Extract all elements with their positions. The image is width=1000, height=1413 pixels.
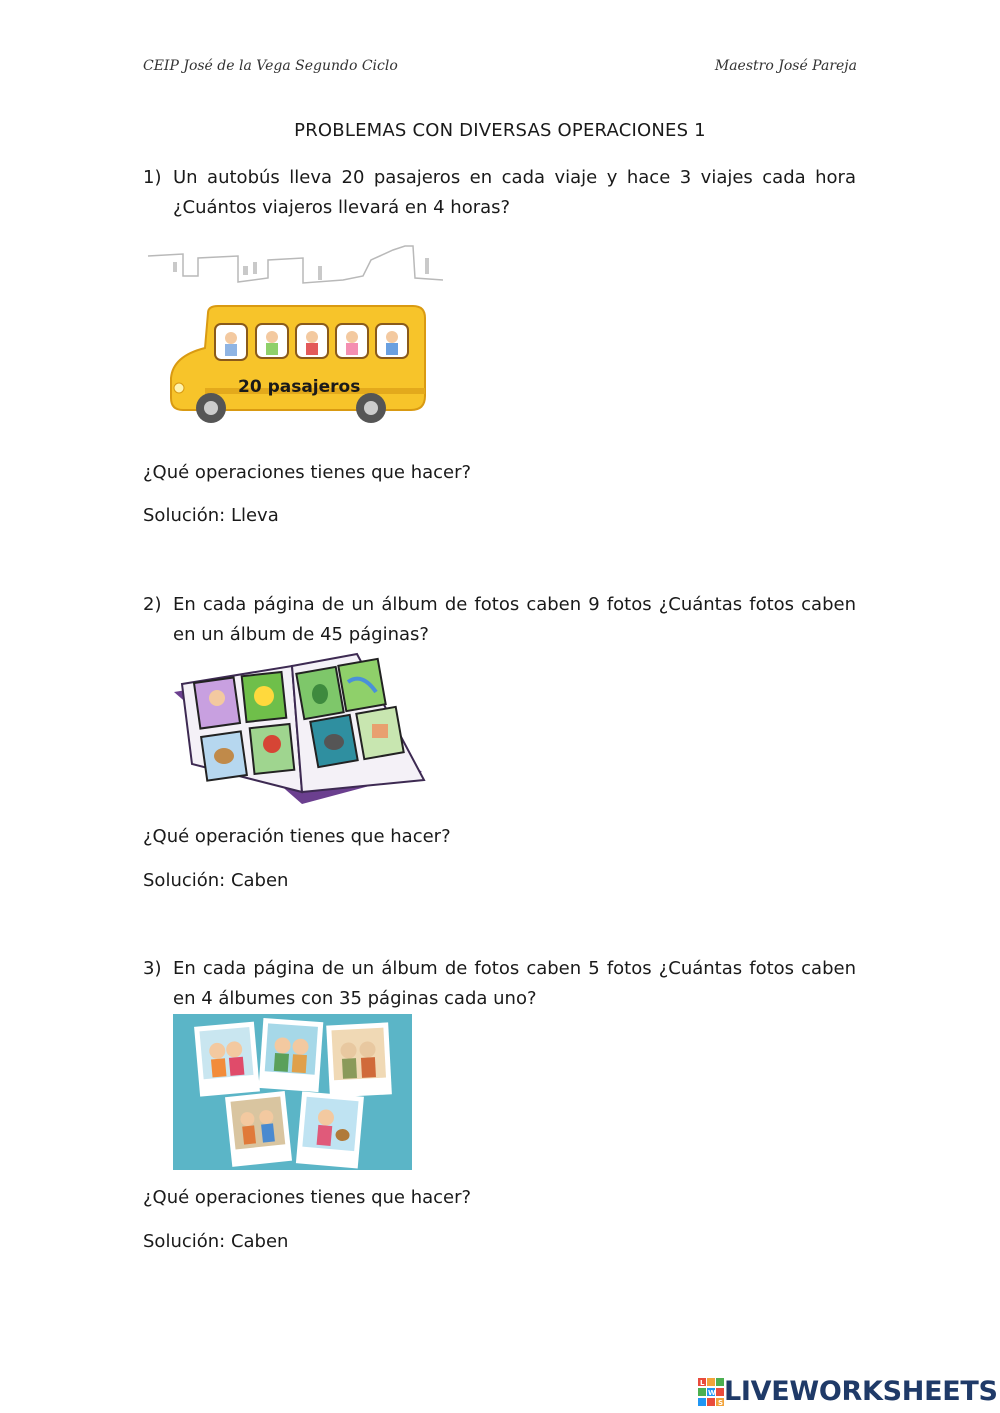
problem-3-solution: Solución: Caben [143,1231,289,1252]
header-school: CEIP José de la Vega Segundo Ciclo [143,58,398,74]
problem-2 [143,590,856,650]
problem-2-number: 2) [143,594,162,615]
problem-1 [143,163,856,223]
header-teacher: Maestro José Pareja [714,58,857,74]
problem-3-text: En cada página de un álbum de fotos caben 5 fotos ¿Cuántas fotos caben en 4 álbumes con 35 páginas cada uno? [173,958,856,1009]
problem-3 [143,954,856,1014]
problem-2-solution: Solución: Caben [143,870,289,891]
family-photos-illustration [173,1014,412,1174]
problem-1-number: 1) [143,167,162,188]
problem-3-number: 3) [143,958,162,979]
liveworksheets-logo [698,1376,998,1407]
logo-letter-w: W [708,1388,716,1397]
problem-1-text: Un autobús lleva 20 pasajeros en cada viaje y hace 3 viajes cada hora ¿Cuántos viajeros llevará en 4 horas? [173,167,856,218]
page-title: PROBLEMAS CON DIVERSAS OPERACIONES 1 [294,120,706,141]
logo-letter-s: S [718,1398,724,1406]
bus-illustration [143,238,443,447]
problem-1-question: ¿Qué operaciones tienes que hacer? [143,462,472,483]
problem-3-question: ¿Qué operaciones tienes que hacer? [143,1187,472,1208]
bus-passengers-label: 20 pasajeros [238,377,361,397]
logo-letter-l: L [700,1378,705,1387]
liveworksheets-brand-text: LIVEWORKSHEETS [724,1376,998,1407]
problem-2-question: ¿Qué operación tienes que hacer? [143,826,451,847]
problem-2-text: En cada página de un álbum de fotos caben 9 fotos ¿Cuántas fotos caben en un álbum de 45 páginas? [173,594,856,645]
photo-album-illustration [172,652,427,811]
problem-1-solution: Solución: Lleva [143,505,279,526]
liveworksheets-logo-icon [698,1378,724,1406]
